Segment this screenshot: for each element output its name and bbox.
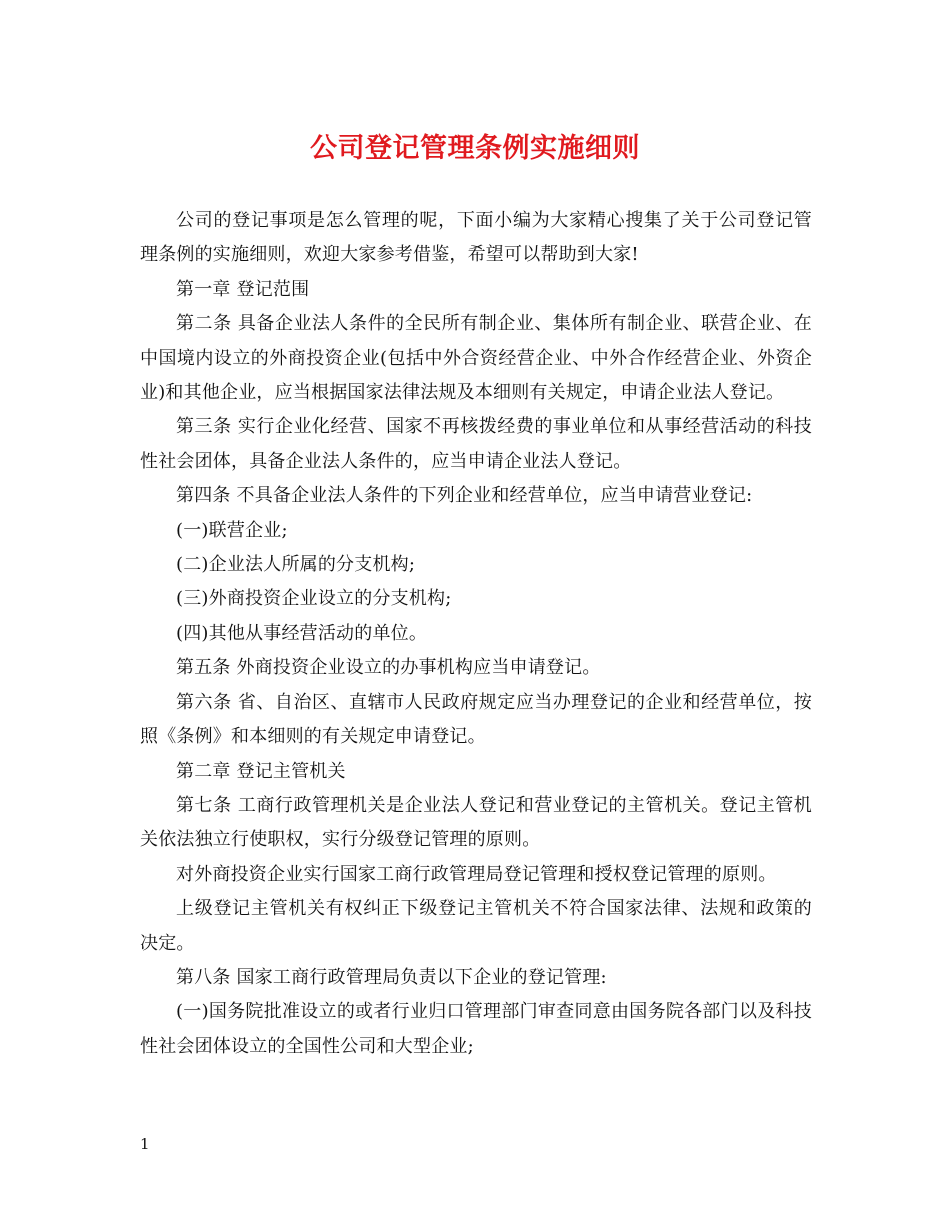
article-paragraph: 第八条 国家工商行政管理局负责以下企业的登记管理:	[176, 966, 607, 988]
list-item: (一)国务院批准设立的或者行业归口管理部门审查同意由国务院各部门以及科技性社会团体设立的全国性公司和大型企业;	[140, 1001, 812, 1057]
article-paragraph: 对外商投资企业实行国家工商行政管理局登记管理和授权登记管理的原则。	[176, 863, 777, 885]
document-title: 公司登记管理条例实施细则	[310, 133, 640, 164]
page-number: 1	[140, 1135, 150, 1153]
article-paragraph: 第四条 不具备企业法人条件的下列企业和经营单位，应当申请营业登记:	[176, 485, 753, 507]
article-paragraph: 第五条 外商投资企业设立的办事机构应当申请登记。	[176, 657, 601, 679]
list-item: (一)联营企业;	[176, 519, 288, 541]
list-item: (三)外商投资企业设立的分支机构;	[176, 588, 452, 610]
article-paragraph: 上级登记主管机关有权纠正下级登记主管机关不符合国家法律、法规和政策的决定。	[140, 898, 812, 954]
chapter-heading: 第一章 登记范围	[176, 278, 310, 300]
article-paragraph: 第二条 具备企业法人条件的全民所有制企业、集体所有制企业、联营企业、在中国境内设立的外商投资企业(包括中外合资经营企业、中外合作经营企业、外资企业)和其他企业，应当根据国家法律法规及本细则有关规定，申请企业法人登记。	[140, 313, 812, 404]
intro-paragraph: 公司的登记事项是怎么管理的呢，下面小编为大家精心搜集了关于公司登记管理条例的实施细则，欢迎大家参考借鉴，希望可以帮助到大家!	[140, 210, 812, 266]
chapter-heading: 第二章 登记主管机关	[176, 760, 346, 782]
article-paragraph: 第六条 省、自治区、直辖市人民政府规定应当办理登记的企业和经营单位，按照《条例》和本细则的有关规定申请登记。	[140, 691, 812, 748]
article-paragraph: 第三条 实行企业化经营、国家不再核拨经费的事业单位和从事经营活动的科技性社会团体，具备企业法人条件的，应当申请企业法人登记。	[140, 416, 812, 472]
article-paragraph: 第七条 工商行政管理机关是企业法人登记和营业登记的主管机关。登记主管机关依法独立行使职权，实行分级登记管理的原则。	[140, 794, 812, 851]
list-item: (二)企业法人所属的分支机构;	[176, 554, 416, 576]
list-item: (四)其他从事经营活动的单位。	[176, 622, 428, 644]
document-body	[140, 204, 812, 1064]
